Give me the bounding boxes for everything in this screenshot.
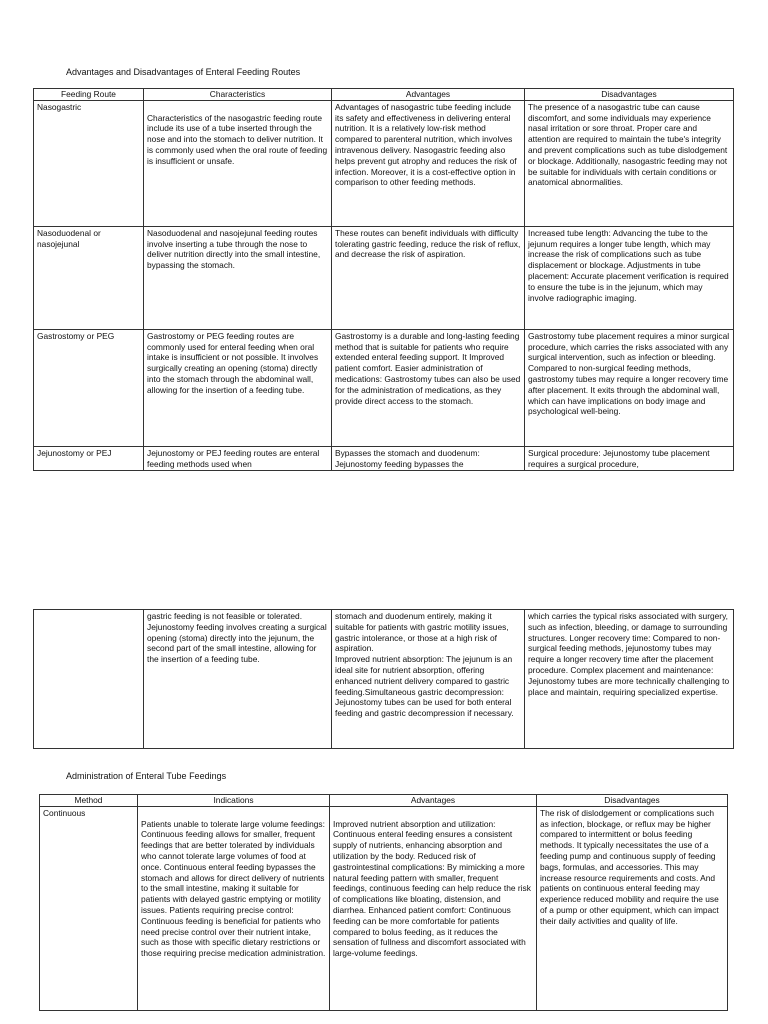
feeding-routes-table	[33, 88, 734, 471]
route-cell: Nasoduodenal or nasojejunal	[34, 226, 144, 329]
advantages-cell: Bypasses the stomach and duodenum: Jejunostomy feeding bypasses the	[332, 446, 525, 471]
col-header-feeding-route: Feeding Route	[34, 89, 144, 101]
disadvantages-cell: Surgical procedure: Jejunostomy tube placement requires a surgical procedure,	[525, 446, 734, 471]
col-header-characteristics: Characteristics	[144, 89, 332, 101]
characteristics-cell: Jejunostomy or PEJ feeding routes are enteral feeding methods used when	[144, 446, 332, 471]
route-cell: Jejunostomy or PEJ	[34, 446, 144, 471]
table-row	[34, 610, 734, 749]
advantages-cell: Improved nutrient absorption and utilization: Continuous enteral feeding ensures a consistent supply of nutrients, enhancing absorption and utilization by the body. Reduced risk of gastrointestinal complications: By mimicking a more natural feeding pattern with smaller, frequent feedings, continuous feeding can help reduce the risk of complications like bloating, distension, and diarrhea. Enhanced patient comfort: Continuous feeding can be more comfortable for patients compared to bolus feeding, as it reduces the sensation of fullness and discomfort associated with large-volume feedings.	[330, 806, 537, 1010]
table-row	[34, 100, 734, 226]
advantages-cell: These routes can benefit individuals with difficulty tolerating gastric feeding, reduce the risk of reflux, and decrease the risk of aspiration.	[332, 226, 525, 329]
disadvantages-cell: The risk of dislodgement or complications such as infection, blockage, or reflux may be higher compared to intermittent or bolus feeding methods. It typically necessitates the use of a feeding pump and continuous supply of feeding bags, formulas, and accessories. This may increase resource requirements and costs. And patients on continuous enteral feeding may experience reduced mobility and require the use of a pump or other equipment, which can impact their daily activities and quality of life.	[537, 806, 728, 1010]
advantages-cell: Advantages of nasogastric tube feeding include its safety and effectiveness in delivering enteral nutrition. It is a relatively low-risk method compared to parenteral nutrition, which involves intravenous delivery. Nasogastric feeding also helps prevent gut atrophy and reduces the risk of infection. Moreover, it is a cost-effective option in comparison to other feeding methods.	[332, 100, 525, 226]
col-header-method: Method	[40, 795, 138, 807]
feeding-routes-table-continued	[33, 609, 734, 749]
characteristics-cell: gastric feeding is not feasible or tolerated. Jejunostomy feeding involves creating a surgical opening (stoma) directly into the jejunum, the second part of the small intestine, allowing for the insertion of a feeding tube.	[144, 610, 332, 749]
col-header-disadvantages: Disadvantages	[525, 89, 734, 101]
col-header-disadvantages: Disadvantages	[537, 795, 728, 807]
disadvantages-cell: which carries the typical risks associated with surgery, such as infection, bleeding, or damage to surrounding structures. Longer recovery time: Compared to non-surgical feeding methods, jejunostomy tubes may require a longer recovery time after the placement procedure. Complex placement and maintenance: Jejunostomy tubes are more technically challenging to place and maintain, requiring specialized expertise.	[525, 610, 734, 749]
method-cell: Continuous	[40, 806, 138, 1010]
col-header-advantages: Advantages	[332, 89, 525, 101]
disadvantages-cell: Increased tube length: Advancing the tube to the jejunum requires a longer tube length, which may increase the risk of complications such as tube displacement or blockage. Adjustments in tube placement: Accurate placement verification is required to ensure the tube is in the jejunum, which may involve radiographic imaging.	[525, 226, 734, 329]
advantages-cell: stomach and duodenum entirely, making it suitable for patients with gastric motility issues, gastric intolerance, or those at a high risk of aspiration. Improved nutrient absorption: The jejunum is an ideal site for nutrient absorption, offering enhanced nutrient delivery compared to gastric feeding.Simultaneous gastric decompression: Jejunostomy tubes can be used for both enteral feeding and gastric decompression if necessary.	[332, 610, 525, 749]
route-cell: Gastrostomy or PEG	[34, 329, 144, 446]
table-row	[40, 806, 728, 1010]
table-row	[34, 446, 734, 471]
disadvantages-cell: The presence of a nasogastric tube can cause discomfort, and some individuals may experience nasal irritation or sore throat. Proper care and attention are required to maintain the tube's integrity and prevent complications such as tube dislodgement or blockage. Additionally, nasogastric feeding may not be suitable for individuals with certain conditions or anatomical abnormalities.	[525, 100, 734, 226]
characteristics-cell: Nasoduodenal and nasojejunal feeding routes involve inserting a tube through the nose to deliver nutrition directly into the small intestine, bypassing the stomach.	[144, 226, 332, 329]
table-header-row	[34, 89, 734, 101]
characteristics-cell: Characteristics of the nasogastric feeding route include its use of a tube inserted through the nose and into the stomach to deliver nutrition. It is commonly used when the oral route of feeding is insufficient or unsafe.	[144, 100, 332, 226]
table-row	[34, 329, 734, 446]
col-header-advantages: Advantages	[330, 795, 537, 807]
advantages-cell: Gastrostomy is a durable and long-lasting feeding method that is suitable for patients who require extended enteral feeding support. It Improved patient comfort. Easier administration of medications: Gastrostomy tubes can also be used for the administration of medications, as they provide direct access to the stomach.	[332, 329, 525, 446]
section1-title: Advantages and Disadvantages of Enteral Feeding Routes	[66, 67, 301, 77]
col-header-indications: Indications	[138, 795, 330, 807]
section2-title: Administration of Enteral Tube Feedings	[66, 771, 227, 781]
disadvantages-cell: Gastrostomy tube placement requires a minor surgical procedure, which carries the risks associated with any surgical intervention, such as infection or bleeding. Compared to non-surgical feeding methods, gastrostomy tubes may require a longer recovery time after placement. It exits through the abdominal wall, which can have implications on body image and psychological well-being.	[525, 329, 734, 446]
table-row	[34, 226, 734, 329]
table-header-row	[40, 795, 728, 807]
characteristics-cell: Gastrostomy or PEG feeding routes are commonly used for enteral feeding when oral intake is insufficient or not possible. It involves surgically creating an opening (stoma) directly into the stomach through the abdominal wall, allowing for the insertion of a feeding tube.	[144, 329, 332, 446]
route-cell: Nasogastric	[34, 100, 144, 226]
route-cell	[34, 610, 144, 749]
administration-table	[39, 794, 728, 1011]
indications-cell: Patients unable to tolerate large volume feedings: Continuous feeding allows for smaller, frequent feedings that are better tolerated by individuals who cannot tolerate large volumes of food at once. Continuous enteral feeding bypasses the stomach and allows for direct delivery of nutrients to the small intestine, making it suitable for patients with delayed gastric emptying or motility issues. Patients requiring precise control: Continuous feeding is beneficial for patients who need precise control over their nutrient intake, such as those with specific dietary restrictions or those requiring precise medication administration.	[138, 806, 330, 1010]
